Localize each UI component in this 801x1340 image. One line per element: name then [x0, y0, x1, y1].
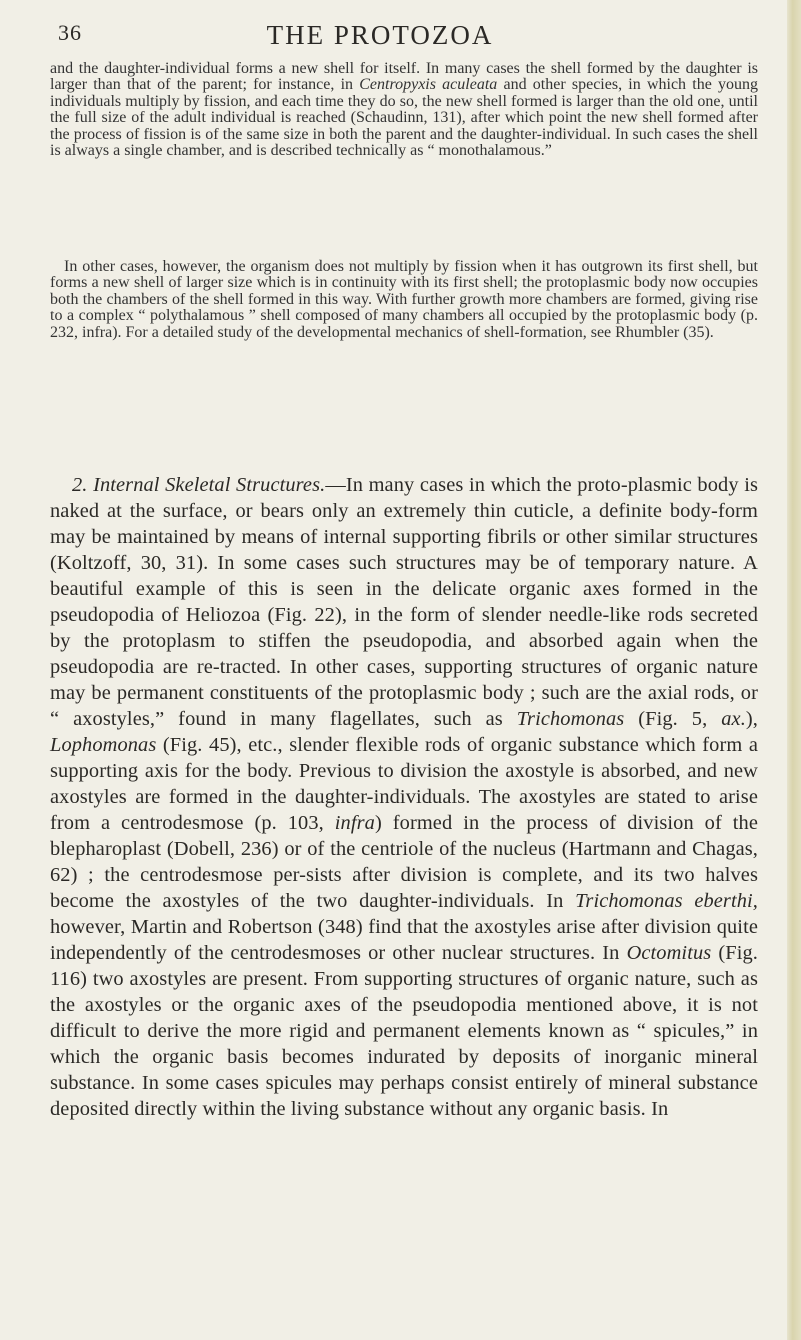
text-span: —In many cases in which the proto-plasmic body is naked at the surface, or bears only an extremely thin cuticle, a definite body-form may be maintained by means of internal supporting fibrils or other similar structures (Koltzoff, 30, 31). In some cases such structures may be of temporary nature. A beautiful example of this is seen in the delicate organic axes formed in the pseudopodia of Heliozoa (Fig. 22), in the form of slender needle-like rods secreted by the protoplasm to stiffen the pseudopodia, and absorbed again when the pseudopodia are re-tracted. In other cases, supporting structures of organic nature may be permanent constituents of the protoplasmic body ; such are the axial rods, or “ axostyles,” found in many flagellates, such as: [50, 474, 758, 730]
text-span: and the daughter-individual forms a new shell for itself. In many cases the shell formed by the daughter is larger than that of the parent; for instance, in: [50, 60, 758, 94]
section-heading: 2. Internal Skeletal Structures.: [72, 474, 326, 496]
running-head: THE PROTOZOA: [266, 20, 494, 50]
text-span: (Fig. 116) two axostyles are present. From supporting structures of organic nature, such as the axostyles or the organic axes of the pseudopodia mentioned above, it is not difficult to derive the more rigid and permanent elements known as “ spicules,” in which the organic basis becomes indurated by deposits of inorganic mineral substance. In some cases spicules may perhaps consist entirely of mineral substance deposited directly within the living substance without any organic basis. In: [50, 942, 758, 1120]
small-print-block-1: [50, 61, 758, 159]
italic-genus-name: Lophomonas: [50, 734, 157, 756]
text-span: (Fig. 45), etc., slender flexible rods of organic substance which form a supporting axis for the body. Previous to division the axostyle is absorbed, and new axostyles are formed in the daughter-individuals. The axostyles are stated to arise from a centrodesmose (p. 103,: [50, 734, 758, 834]
text-span: (Fig. 5,: [624, 708, 722, 730]
text-span: ),: [745, 708, 758, 730]
italic-genus-name: Octomitus: [626, 942, 712, 964]
section-paragraph: [50, 472, 758, 1122]
small-paragraph-1: [50, 61, 758, 159]
main-body-text: [50, 472, 758, 1122]
page-edge: [787, 0, 801, 1340]
text-span: and other species, in which the young individuals multiply by fission, and each time they do so, the new shell formed is larger than the old one, until the full size of the adult individual is reached (Schaudinn, 131), after which point the new shell formed after the process of fission is of the same size in both the parent and the daughter-individual. In such cases the shell is always a single chamber, and is described technically as “ monothalamous.”: [50, 76, 759, 160]
page-header: [0, 0, 801, 60]
page-number: 36: [58, 20, 82, 45]
italic-genus-name: Trichomonas: [516, 708, 625, 730]
text-span: ) formed in the process of division of the blepharoplast (Dobell, 236) or of the centriole of the nucleus (Hartmann and Chagas, 62) ; the centrodesmose per-sists after division is complete, and its two halves become the axostyles of the two daughter-individuals. In: [50, 812, 758, 912]
italic-reference: infra: [334, 812, 375, 834]
small-print-block-2: [50, 259, 758, 341]
small-paragraph-2: In other cases, however, the organism does not multiply by fission when it has outgrown its first shell, but forms a new shell of larger size which is in continuity with its first shell; the protoplasmic body now occupies both the chambers of the shell formed in this way. With further growth more chambers are formed, giving rise to a complex “ polythalamous ” shell composed of many chambers all occupied by the protoplasmic body (p. 232, infra). For a detailed study of the developmental mechanics of shell-formation, see Rhumbler (35).: [50, 258, 758, 341]
italic-species-name: Centropyxis aculeata: [359, 76, 498, 94]
italic-abbrev: ax.: [721, 708, 746, 730]
italic-species-name: Trichomonas eberthi,: [575, 890, 758, 912]
text-span: however, Martin and Robertson (348) find that the axostyles arise after division quite independently of the centrodesmoses or other nuclear structures. In: [50, 916, 758, 964]
